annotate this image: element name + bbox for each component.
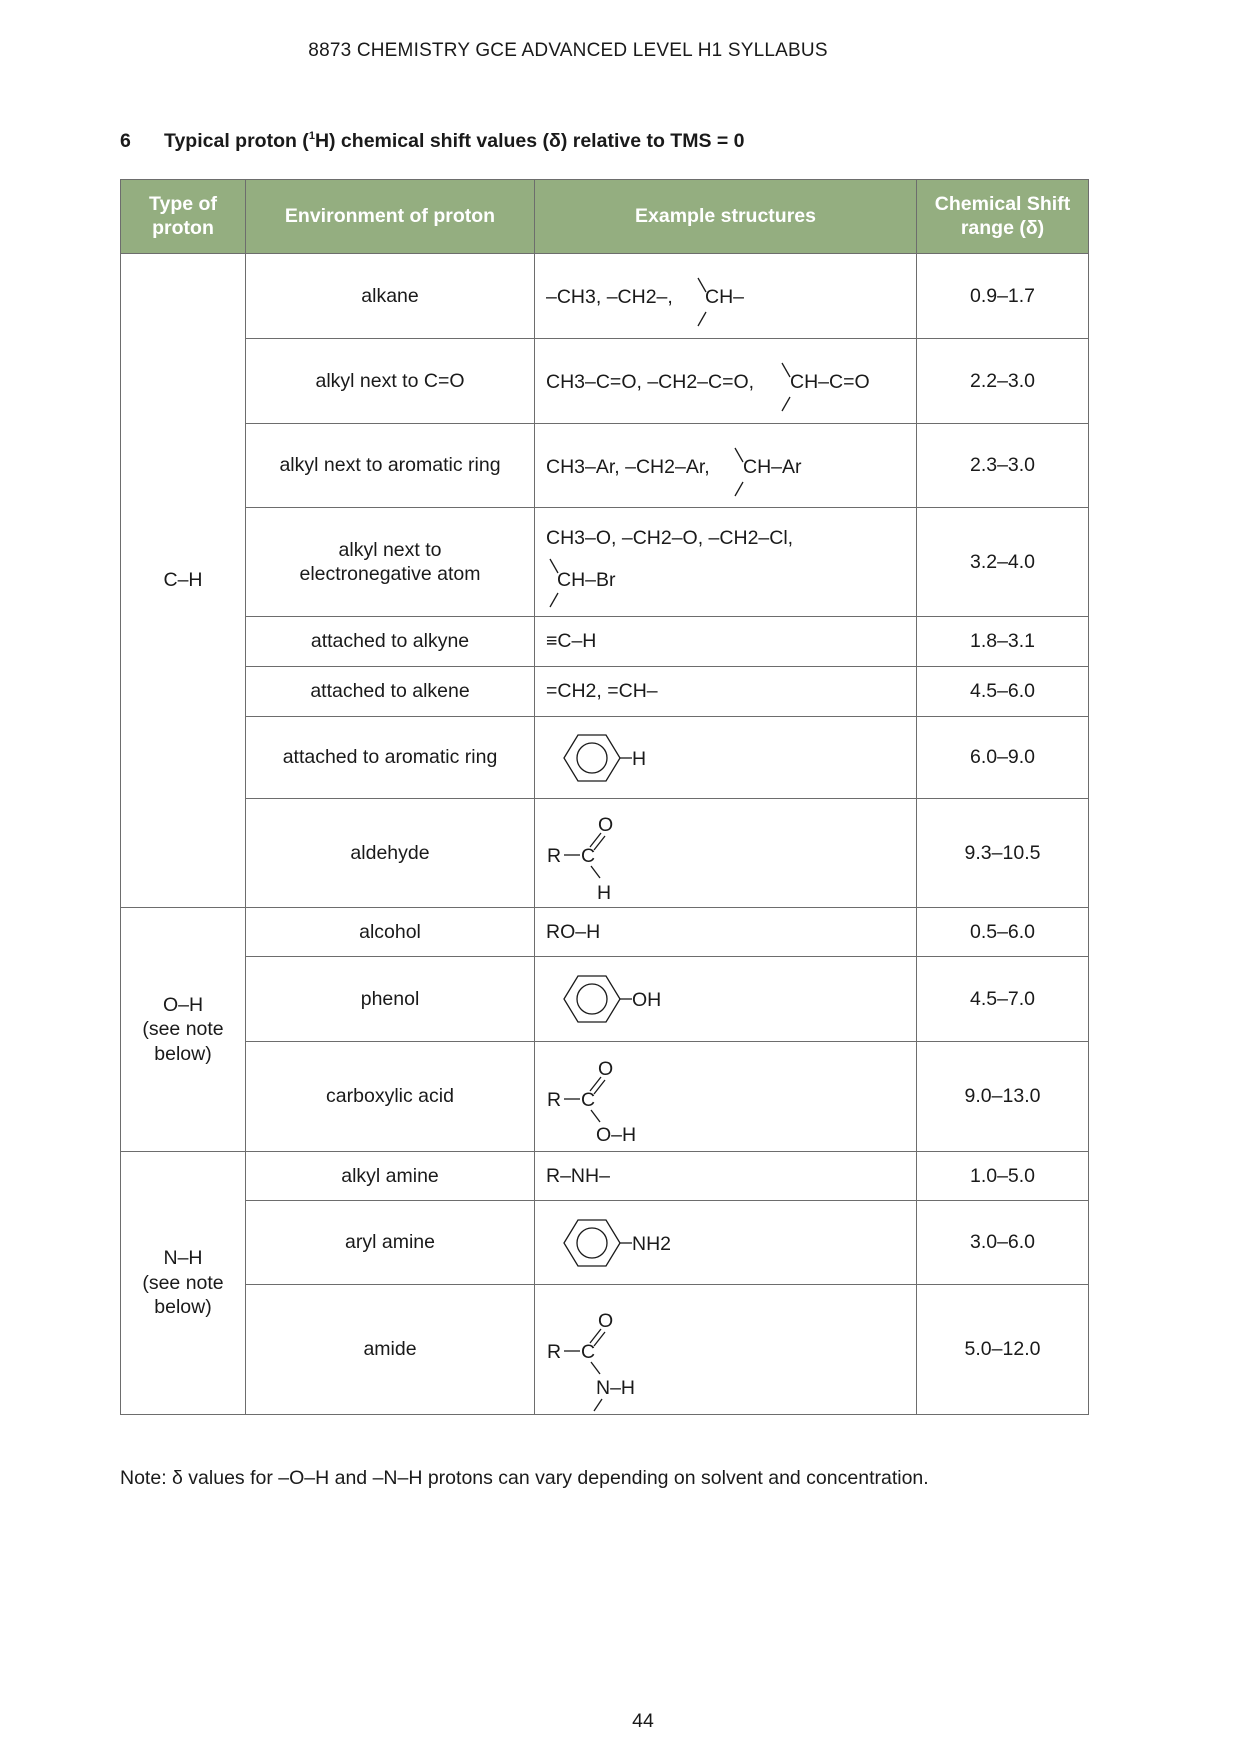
svg-text:C: C	[581, 845, 596, 867]
range-cell: 9.3–10.5	[917, 799, 1089, 908]
range-cell: 9.0–13.0	[917, 1042, 1089, 1152]
section-title-end: H) chemical shift values (δ) relative to TMS = 0	[314, 130, 745, 152]
range-cell: 4.5–6.0	[917, 667, 1089, 717]
table-row	[121, 667, 1089, 717]
example-cell	[535, 1285, 917, 1415]
table-row	[121, 799, 1089, 908]
svg-text:–CH3, –CH2–,: –CH3, –CH2–,	[546, 286, 673, 308]
example-cell	[535, 254, 917, 339]
svg-text:CH3–Ar, –CH2–Ar,: CH3–Ar, –CH2–Ar,	[546, 455, 710, 478]
environment-cell: alkyl amine	[246, 1152, 535, 1201]
header-environment: Environment of proton	[246, 180, 535, 254]
electronegative-structure	[546, 512, 906, 612]
header-example-structures: Example structures	[535, 180, 917, 254]
section-number: 6	[120, 130, 131, 152]
svg-text:CH–Ar: CH–Ar	[743, 455, 802, 478]
range-cell: 1.8–3.1	[917, 617, 1089, 667]
example-cell: ≡C–H	[535, 617, 917, 667]
svg-text:CH–Br: CH–Br	[557, 569, 616, 591]
svg-text:C: C	[581, 1088, 596, 1111]
svg-text:CH–: CH–	[705, 286, 745, 308]
example-cell	[535, 1042, 917, 1152]
svg-text:O: O	[598, 814, 614, 836]
environment-cell: aldehyde	[246, 799, 535, 908]
aldehyde-structure	[546, 803, 906, 903]
environment-cell: attached to alkyne	[246, 617, 535, 667]
svg-text:CH3–O, –CH2–O, –CH2–Cl,: CH3–O, –CH2–O, –CH2–Cl,	[546, 527, 794, 549]
environment-cell: alkyl next to aromatic ring	[246, 424, 535, 508]
svg-text:O–H: O–H	[596, 1123, 637, 1146]
range-cell: 1.0–5.0	[917, 1152, 1089, 1201]
table-row	[121, 1042, 1089, 1152]
svg-text:H: H	[597, 882, 612, 904]
table-row	[121, 1201, 1089, 1285]
svg-text:OH: OH	[632, 989, 662, 1011]
running-header: 8873 CHEMISTRY GCE ADVANCED LEVEL H1 SYLLABUS	[308, 40, 828, 61]
range-cell: 5.0–12.0	[917, 1285, 1089, 1415]
environment-cell: alkane	[246, 254, 535, 339]
svg-text:CH–C=O: CH–C=O	[790, 371, 870, 393]
table-row	[121, 617, 1089, 667]
range-cell: 6.0–9.0	[917, 717, 1089, 799]
chemical-shift-table	[120, 179, 1089, 1415]
environment-cell: phenol	[246, 957, 535, 1042]
environment-cell: alcohol	[246, 908, 535, 957]
header-shift-range: Chemical Shift range (δ)	[917, 180, 1089, 254]
table-row	[121, 1152, 1089, 1201]
example-cell: R–NH–	[535, 1152, 917, 1201]
environment-cell: amide	[246, 1285, 535, 1415]
environment-cell: alkyl next to C=O	[246, 339, 535, 424]
benzene-ring-icon	[564, 735, 620, 781]
carboxylic-acid-structure	[546, 1047, 906, 1147]
svg-text:O: O	[598, 1309, 614, 1332]
range-cell: 2.2–3.0	[917, 339, 1089, 424]
range-cell: 2.3–3.0	[917, 424, 1089, 508]
amide-structure	[546, 1291, 906, 1409]
proton-type-oh: O–H (see note below)	[121, 908, 246, 1152]
svg-text:N–H: N–H	[596, 1376, 636, 1399]
example-cell	[535, 799, 917, 908]
range-cell: 0.5–6.0	[917, 908, 1089, 957]
range-cell: 4.5–7.0	[917, 957, 1089, 1042]
svg-text:H: H	[632, 747, 647, 770]
section-title	[164, 130, 745, 153]
section-title-superscript: 1	[308, 130, 315, 142]
example-cell	[535, 339, 917, 424]
table-row	[121, 508, 1089, 617]
benzene-ring-icon	[564, 976, 620, 1022]
section-title-start: Typical proton (	[164, 130, 309, 152]
table-row	[121, 424, 1089, 508]
svg-text:R: R	[547, 1340, 562, 1363]
table-row	[121, 908, 1089, 957]
proton-type-nh: N–H (see note below)	[121, 1152, 246, 1415]
svg-text:R: R	[547, 1088, 562, 1111]
example-cell: =CH2, =CH–	[535, 667, 917, 717]
aryl-alkyl-structure	[546, 431, 906, 501]
proton-type-ch: C–H	[121, 254, 246, 908]
carbonyl-alkyl-structure	[546, 346, 906, 416]
table-row	[121, 339, 1089, 424]
example-cell	[535, 1201, 917, 1285]
phenol-structure	[546, 966, 906, 1032]
svg-text:CH3–C=O, –CH2–C=O,: CH3–C=O, –CH2–C=O,	[546, 371, 755, 393]
table-row	[121, 254, 1089, 339]
svg-text:O: O	[598, 1057, 614, 1080]
range-cell: 3.0–6.0	[917, 1201, 1089, 1285]
range-cell: 0.9–1.7	[917, 254, 1089, 339]
example-cell: RO–H	[535, 908, 917, 957]
table-row	[121, 957, 1089, 1042]
table-row	[121, 717, 1089, 799]
example-cell	[535, 957, 917, 1042]
table-row	[121, 1285, 1089, 1415]
svg-text:C: C	[581, 1340, 596, 1363]
footnote: Note: δ values for –O–H and –N–H protons can vary depending on solvent and concentration.	[120, 1467, 929, 1489]
svg-text:R: R	[547, 845, 562, 867]
environment-cell: aryl amine	[246, 1201, 535, 1285]
environment-cell: attached to aromatic ring	[246, 717, 535, 799]
page-number: 44	[632, 1710, 654, 1732]
svg-text:NH2: NH2	[632, 1232, 672, 1255]
example-cell	[535, 717, 917, 799]
aryl-amine-structure	[546, 1210, 906, 1276]
aromatic-h-structure	[546, 725, 906, 791]
example-cell	[535, 424, 917, 508]
example-cell	[535, 508, 917, 617]
environment-cell: alkyl next to electronegative atom	[246, 508, 535, 617]
environment-cell: carboxylic acid	[246, 1042, 535, 1152]
benzene-ring-icon	[564, 1220, 620, 1266]
environment-cell: attached to alkene	[246, 667, 535, 717]
range-cell: 3.2–4.0	[917, 508, 1089, 617]
header-type-of-proton: Type of proton	[121, 180, 246, 254]
table-header-row	[121, 180, 1089, 254]
alkane-structure	[546, 261, 906, 331]
